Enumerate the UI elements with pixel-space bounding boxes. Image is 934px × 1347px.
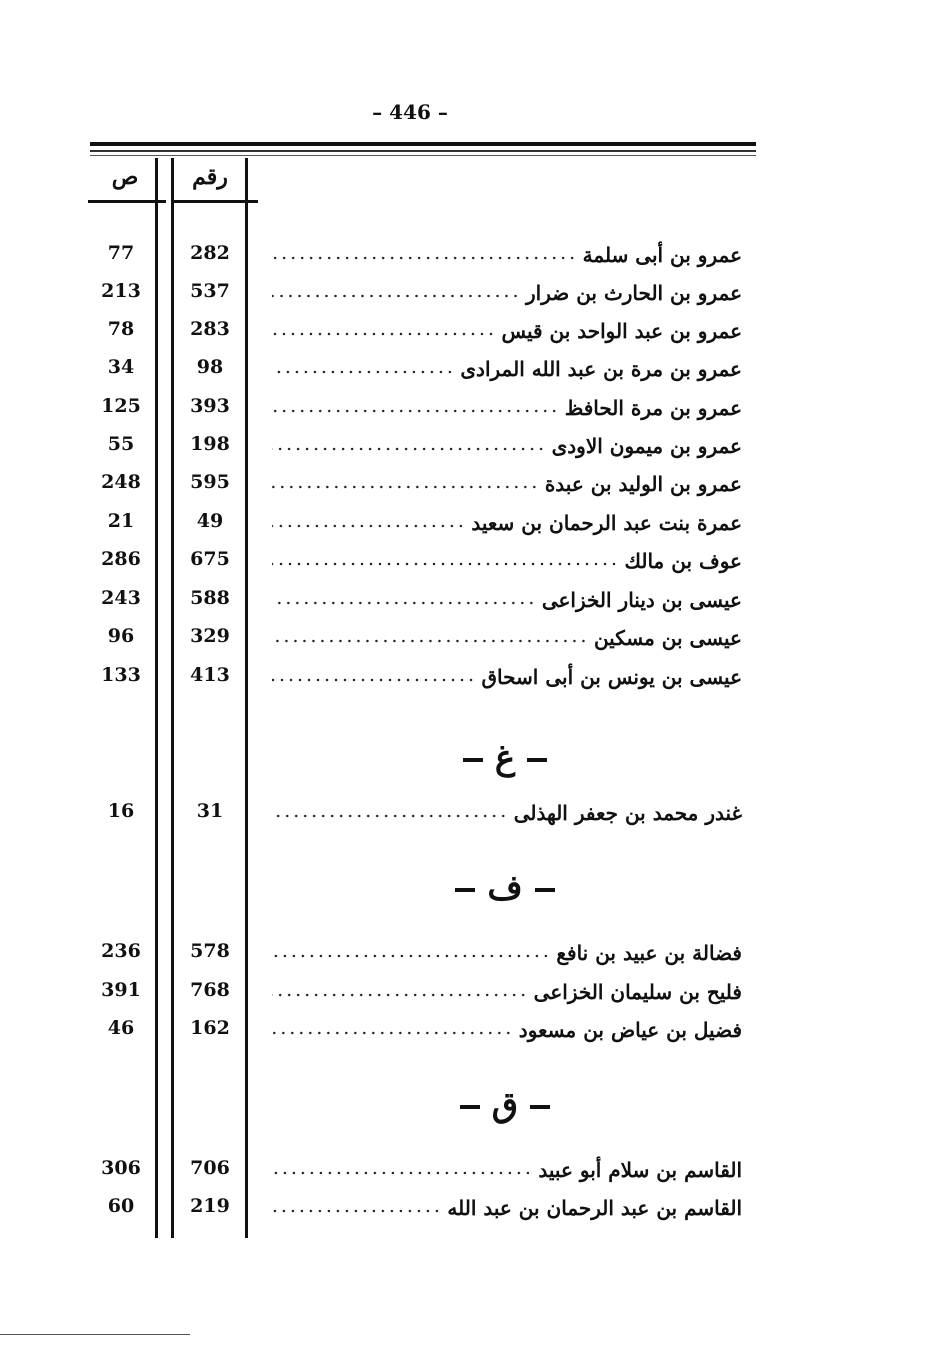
number-column-header: رقم — [192, 164, 228, 190]
entry-page: 306 — [101, 1157, 141, 1179]
index-entry — [0, 1155, 934, 1193]
entry-name: عمرو بن الوليد بن عبدة — [539, 472, 742, 496]
dot-leader — [272, 954, 550, 958]
section-heading-qaf — [430, 1085, 580, 1125]
index-entry — [0, 316, 934, 354]
column-header-rule — [174, 200, 258, 203]
entry-number: 578 — [190, 940, 230, 962]
header-rule — [90, 155, 756, 156]
dot-leader — [272, 447, 546, 451]
section-heading-ghain — [430, 738, 580, 778]
entry-number: 768 — [190, 979, 230, 1001]
entry-name: فليح بن سليمان الخزاعى — [528, 980, 742, 1004]
entry-number: 588 — [190, 587, 230, 609]
footer-rule — [0, 1334, 190, 1335]
entry-number: 675 — [190, 548, 230, 570]
heading-dash — [535, 888, 555, 892]
index-entry — [0, 662, 934, 700]
dot-leader — [272, 678, 476, 682]
entry-page: 236 — [101, 940, 141, 962]
dot-leader — [272, 294, 520, 298]
dot-leader — [272, 562, 619, 566]
entry-name: عمرو بن عبد الواحد بن قيس — [495, 319, 742, 343]
entry-name: عمرو بن أبى سلمة — [577, 243, 742, 267]
dot-leader — [272, 332, 495, 336]
entry-number: 329 — [190, 625, 230, 647]
index-entry — [0, 938, 934, 976]
entry-name: فضالة بن عبيد بن نافع — [550, 941, 742, 965]
header-rule — [90, 142, 756, 146]
page-column-header: ص — [111, 164, 139, 190]
entry-page: 243 — [101, 587, 141, 609]
dot-leader — [272, 370, 454, 374]
index-entry — [0, 508, 934, 546]
index-entry — [0, 1015, 934, 1053]
dot-leader — [272, 639, 588, 643]
entry-number: 198 — [190, 433, 230, 455]
heading-dash — [527, 758, 547, 762]
entry-name: عمرة بنت عبد الرحمان بن سعيد — [465, 511, 742, 535]
column-header-rule — [88, 200, 166, 203]
entry-number: 393 — [190, 395, 230, 417]
dot-leader — [272, 1171, 532, 1175]
entry-name: القاسم بن عبد الرحمان بن عبد الله — [441, 1196, 742, 1220]
index-entry — [0, 546, 934, 584]
index-entry — [0, 431, 934, 469]
entry-page: 133 — [101, 664, 141, 686]
entry-page: 78 — [107, 318, 135, 340]
entry-number: 162 — [190, 1017, 230, 1039]
entry-number: 283 — [190, 318, 230, 340]
index-entry — [0, 278, 934, 316]
section-letter: غ — [494, 738, 516, 778]
entry-number: 595 — [190, 471, 230, 493]
entry-name: القاسم بن سلام أبو عبيد — [532, 1158, 742, 1182]
section-letter: ف — [487, 868, 523, 908]
entry-page: 46 — [107, 1017, 135, 1039]
entry-number: 537 — [190, 280, 230, 302]
index-entry — [0, 1193, 934, 1231]
entry-number: 98 — [196, 356, 224, 378]
entry-page: 16 — [107, 800, 135, 822]
entry-page: 286 — [101, 548, 141, 570]
entry-page: 55 — [107, 433, 135, 455]
entry-name: عوف بن مالك — [619, 549, 742, 573]
dot-leader — [272, 993, 528, 997]
section-letter: ق — [491, 1085, 519, 1125]
entry-name: عمرو بن مرة بن عبد الله المرادى — [454, 357, 742, 381]
entry-name: فضيل بن عياض بن مسعود — [513, 1018, 742, 1042]
dot-leader — [272, 409, 559, 413]
index-entry — [0, 623, 934, 661]
entry-name: عمرو بن ميمون الاودى — [546, 434, 742, 458]
index-entry — [0, 798, 934, 836]
heading-dash — [455, 888, 475, 892]
entry-name: عيسى بن دينار الخزاعى — [536, 588, 742, 612]
entry-number: 706 — [190, 1157, 230, 1179]
index-entry — [0, 393, 934, 431]
entry-page: 391 — [101, 979, 141, 1001]
entry-name: غندر محمد بن جعفر الهذلى — [508, 801, 742, 825]
entry-number: 413 — [190, 664, 230, 686]
entry-page: 60 — [107, 1195, 135, 1217]
heading-dash — [530, 1105, 550, 1109]
index-entry — [0, 469, 934, 507]
entry-name: عمرو بن الحارث بن ضرار — [520, 281, 742, 305]
entry-page: 248 — [101, 471, 141, 493]
dot-leader — [272, 1031, 513, 1035]
entry-page: 34 — [107, 356, 135, 378]
entry-number: 49 — [196, 510, 224, 532]
section-heading-fa — [430, 868, 580, 908]
dot-leader — [272, 485, 539, 489]
entry-page: 125 — [101, 395, 141, 417]
entry-name: عيسى بن مسكين — [588, 626, 742, 650]
dot-leader — [272, 1209, 441, 1213]
entry-name: عمرو بن مرة الحافظ — [559, 396, 742, 420]
index-entry — [0, 240, 934, 278]
entry-number: 219 — [190, 1195, 230, 1217]
entry-page: 21 — [107, 510, 135, 532]
entry-page: 213 — [101, 280, 141, 302]
entry-number: 282 — [190, 242, 230, 264]
dot-leader — [272, 256, 577, 260]
entry-number: 31 — [196, 800, 224, 822]
index-entry — [0, 354, 934, 392]
heading-dash — [463, 758, 483, 762]
entry-page: 77 — [107, 242, 135, 264]
header-rule — [90, 150, 756, 152]
index-entry — [0, 585, 934, 623]
dot-leader — [272, 601, 536, 605]
entry-page: 96 — [107, 625, 135, 647]
dot-leader — [272, 524, 465, 528]
index-entry — [0, 977, 934, 1015]
dot-leader — [272, 814, 508, 818]
heading-dash — [460, 1105, 480, 1109]
page-number: – 446 – — [372, 100, 448, 124]
entry-name: عيسى بن يونس بن أبى اسحاق — [476, 665, 742, 689]
